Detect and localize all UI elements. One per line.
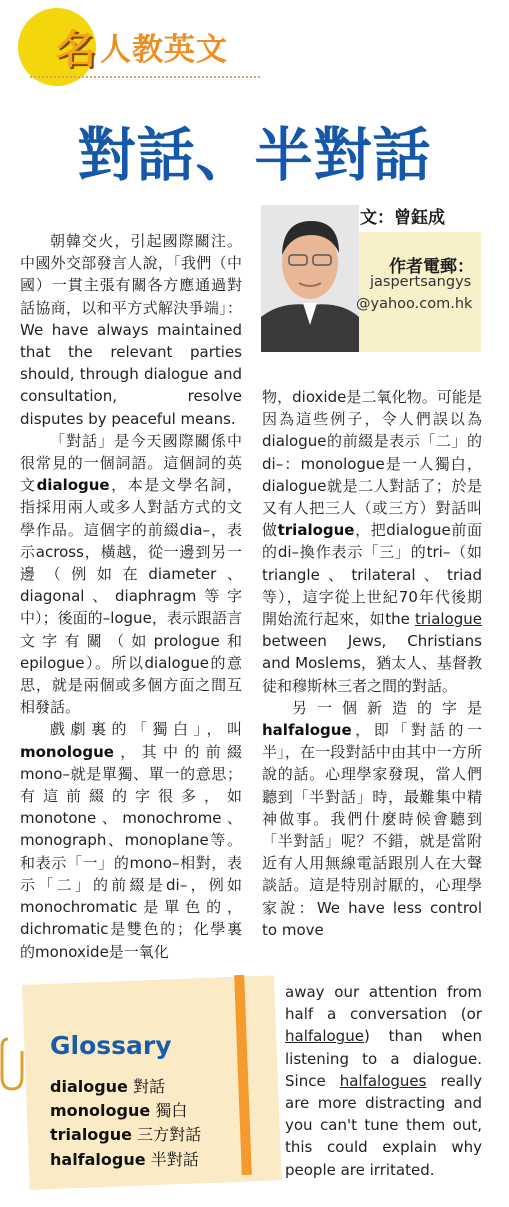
column-title-first-char: 名 — [56, 27, 97, 73]
text: really are more distracting and you can't tune them out, this could explain why people are irritated. — [285, 1071, 482, 1179]
keyword-monologue: monologue — [20, 742, 114, 761]
underlined-halfalogue: halfalogue — [285, 1027, 364, 1046]
text: ) than when listening to a dialogue. Since — [285, 1027, 482, 1090]
paragraph-3 — [20, 718, 242, 962]
keyword-dialogue: dialogue — [36, 476, 110, 495]
article-column-left — [20, 230, 242, 963]
glossary-item — [50, 1122, 201, 1145]
glossary-term: trialogue — [50, 1125, 132, 1144]
article-column-right-tail — [285, 981, 482, 1181]
email-line-2: @yahoo.com.hk — [356, 296, 473, 312]
glossary-translation: 半對話 — [150, 1150, 199, 1169]
email-line-1: jaspertsangys — [370, 274, 472, 290]
glossary-term: dialogue — [50, 1077, 128, 1096]
paper-clip-icon — [0, 1035, 30, 1095]
headline: 對話、半對話 — [77, 121, 432, 189]
text: ，把dialogue前面的di–換作表示「三」的tri–（如triangle、trilateral、triad等），這字從上世紀70年代後期開始流行起來，如the — [262, 521, 482, 629]
paragraph-1: 朝韓交火，引起國際關注。中國外交部發言人說，「我們（中國）一貫主張有關各方應通過對話協商，以和平方式解決爭端」：We have always maintained that the relevant parties should, through dialogue and consultation, resolve disputes by peaceful means. — [20, 232, 242, 428]
paragraph-3-cont — [262, 386, 482, 697]
article-column-right — [262, 386, 482, 941]
paragraph-4-cont — [285, 981, 482, 1181]
text: 「對話」是今天國際關係中很常見的一個詞語。這個詞的英文 — [20, 431, 242, 495]
glossary-term: halfalogue — [50, 1150, 146, 1169]
text: 戲劇裏的「獨白」，叫 — [50, 720, 242, 739]
glossary-item — [50, 1147, 199, 1170]
author-photo — [261, 205, 359, 352]
glossary-translation: 三方對話 — [137, 1125, 202, 1144]
text: between Jews, Christians and Moslems，猶太人、基督教徒和穆斯林三者之間的對話。 — [262, 632, 482, 695]
paragraph-2 — [20, 430, 242, 719]
paragraph-4 — [262, 697, 482, 941]
text: 物，dioxide是二氧化物。可能是因為這些例子，令人們誤以為dialogue的前綴是表示「二」的di–：monologue是一人獨白，dialogue就是二人對話了；於是又有人把三人（或三方）對話叫做 — [262, 388, 482, 540]
underlined-trialogue: trialogue — [414, 610, 482, 629]
column-title: 人教英文 — [100, 32, 228, 68]
glossary-translation: 對話 — [133, 1077, 166, 1096]
header-divider — [30, 76, 260, 78]
underlined-halfalogues: halfalogues — [339, 1071, 427, 1090]
text: 另一個新造的字是 — [292, 698, 482, 717]
text: ，本是文學名詞，指採用兩人或多人對話方式的文學作品。這個字的前綴dia–，表示across，橫越，從一邊到另一邊（例如在diameter、diagonal、diaphragm等字中）；後面的–logue，表示跟語言文字有關（如prologue和epilogue）。所以dialogue的意思，就是兩個或多個方面之間互相發話。 — [20, 476, 242, 717]
glossary-title: Glossary — [50, 1031, 172, 1060]
keyword-trialogue: trialogue — [277, 521, 355, 540]
glossary-term: monologue — [50, 1101, 151, 1120]
text: ，其中的前綴mono–就是單獨、單一的意思；有這前綴的字很多，如monotone、monochrome、monograph、monoplane等。和表示「一」的mono–相對，表示「二」的前綴是di–，例如monochromatic是單色的，dichromatic是雙色的；化學裏的monoxide是一氧化 — [20, 742, 242, 961]
glossary-item — [50, 1098, 187, 1121]
glossary-translation: 獨白 — [155, 1101, 188, 1120]
text: away our attention from half a conversation (or — [285, 983, 482, 1024]
text: ，即「對話的一半」，在一段對話中由其中一方所說的話。心理學家發現，當人們聽到「半對話」時，最難集中精神做事。我們什麼時候會聽到「半對話」呢？不錯，就是當附近有人用無線電話跟別人在大聲談話。這是特別討厭的，心理學家說：We have less control to move — [262, 721, 482, 939]
byline: 文：曾鈺成 — [360, 208, 445, 228]
keyword-halfalogue: halfalogue — [262, 721, 352, 740]
email-label: 作者電郵： — [389, 257, 474, 277]
glossary-item — [50, 1074, 165, 1097]
